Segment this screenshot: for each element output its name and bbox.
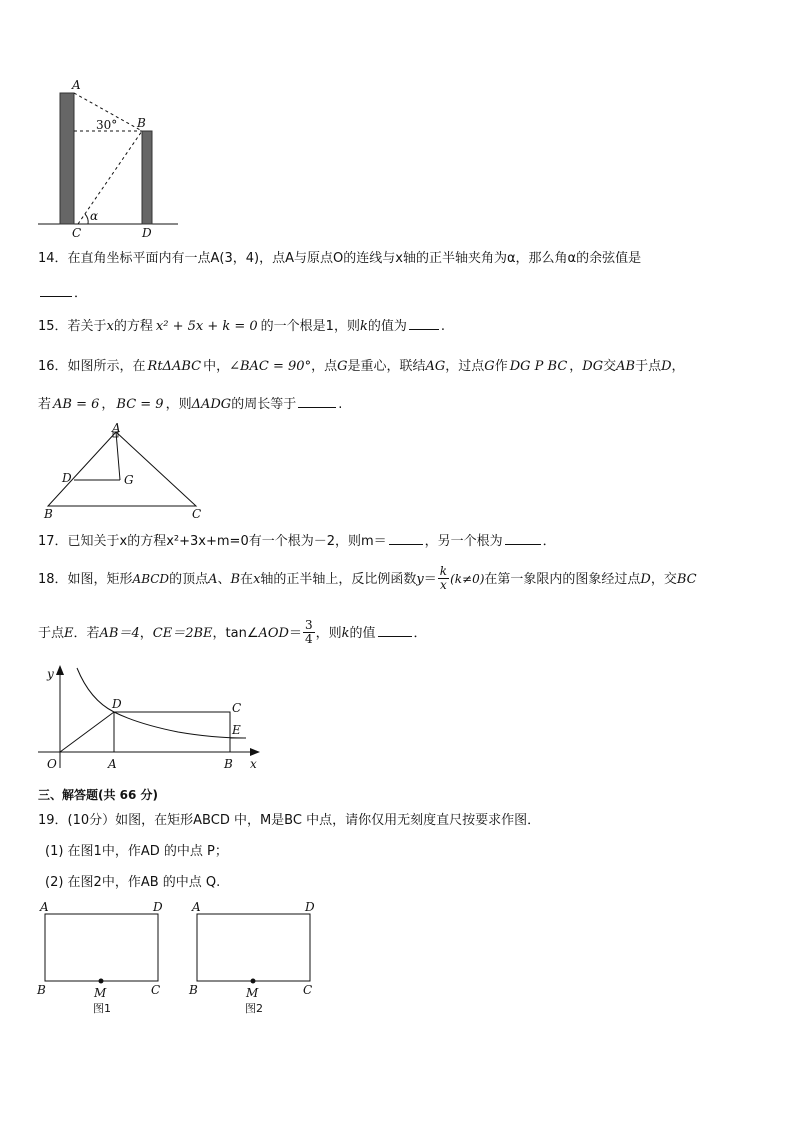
label-y: y: [47, 667, 54, 681]
answer-blank-18[interactable]: [378, 623, 412, 637]
q16-point-g: G: [337, 359, 348, 374]
q15-equation: x² + 5x + k = 0: [155, 319, 258, 334]
point-m-fig1: [99, 979, 104, 984]
q16-segment-ag: AG: [425, 359, 446, 374]
q16-text-n: 的周长等于: [231, 397, 297, 412]
figure-q18-graph: [38, 660, 268, 776]
question-18-line1: [38, 566, 697, 593]
label-e: E: [232, 723, 241, 737]
figure-q19-fig1: [34, 898, 174, 1020]
q18-text-c: 、: [217, 572, 231, 587]
figure-q16-triangle: [40, 420, 210, 520]
figure-q19-fig2: [186, 898, 326, 1020]
q15-var-k: k: [359, 319, 368, 334]
segment-ag: [116, 432, 120, 480]
q18-ab-value: AB＝4: [99, 626, 140, 641]
q18-angle-aod: AOD: [258, 626, 289, 641]
label-b: B: [44, 507, 53, 520]
label-c: C: [72, 226, 82, 238]
answer-blank-17a[interactable]: [389, 531, 423, 545]
q15-text-1: 15．若关于: [38, 319, 107, 334]
question-19-stem: 19．(10分）如图，在矩形ABCD 中，M是BC 中点，请你仅用无刻度直尺按要求作图．: [38, 813, 541, 828]
answer-blank-17b[interactable]: [505, 531, 541, 545]
building-bd: [142, 131, 152, 224]
q15-end: .: [440, 319, 445, 334]
label-b: B: [137, 116, 146, 130]
question-19-part1: (1) 在图1中，作AD 的中点 P；: [45, 844, 228, 859]
label-a: A: [72, 78, 81, 92]
q18-text-k: ，tan∠: [212, 626, 259, 641]
q18-point-a: A: [208, 572, 218, 587]
label-c: C: [232, 701, 242, 715]
label-alpha: α: [90, 209, 99, 223]
fig2-label-m: M: [246, 986, 259, 1000]
q18-var-x: x: [253, 572, 261, 587]
q18-equals: ＝: [423, 572, 437, 587]
q17-text-2: ，另一个根为: [424, 534, 503, 549]
q16-ab-value: AB = 6: [53, 397, 100, 412]
q16-text-h: 交: [603, 359, 617, 374]
q16-text-e: ，过点: [445, 359, 485, 374]
q18-point-b: B: [230, 572, 241, 587]
label-o: O: [47, 757, 57, 771]
label-a: A: [112, 421, 121, 435]
label-x: x: [250, 757, 257, 771]
label-d: D: [112, 697, 122, 711]
q16-text-m: ，则: [165, 397, 192, 412]
q16-text-k: 若: [38, 397, 52, 412]
q18-text-l: ＝: [288, 626, 302, 641]
fig2-label-b: B: [189, 983, 198, 997]
segment-od: [60, 712, 114, 752]
q18-rect-abcd: ABCD: [132, 572, 170, 586]
y-axis-arrow: [56, 665, 64, 675]
question-14-line2: [38, 283, 87, 303]
q16-text-c: ，点: [311, 359, 338, 374]
label-d: D: [62, 471, 72, 485]
answer-blank-15[interactable]: [409, 316, 439, 330]
triangle-abc: [48, 432, 196, 506]
q18-text-m: ，则: [315, 626, 342, 641]
q18-frac2-num: 3: [304, 618, 313, 632]
question-19-part2: (2) 在图2中，作AB 的中点 Q.: [45, 875, 221, 890]
q18-ce-value: CE＝2BE: [152, 626, 213, 641]
fig2-label-a: A: [192, 900, 201, 914]
q18-var-k: k: [341, 626, 350, 641]
q18-frac-num: k: [439, 564, 448, 578]
q18-frac2-den: 4: [304, 632, 313, 646]
answer-blank-16[interactable]: [298, 394, 336, 408]
q18-text-b: 的顶点: [169, 572, 209, 587]
fig1-label-d: D: [153, 900, 163, 914]
figure-buildings: [38, 78, 183, 238]
q17-text-1: 17．已知关于x的方程x²+3x+m=0有一个根为－2，则m＝: [38, 534, 387, 549]
point-m-fig2: [251, 979, 256, 984]
fig2-caption: 图2: [245, 1002, 263, 1015]
q16-end: .: [338, 397, 343, 412]
label-b: B: [224, 757, 233, 771]
q15-text-3: 的一个根是1，则: [260, 319, 360, 334]
question-14-line1: [38, 250, 641, 268]
q16-triangle-adg: ΔADG: [191, 397, 232, 412]
q16-text-l: ，: [101, 397, 115, 412]
q17-end: ．: [542, 534, 556, 549]
q18-text-e: 轴的正半轴上，反比例函数: [260, 572, 417, 587]
q18-text-i: ．若: [73, 626, 100, 641]
q18-text-d: 在: [240, 572, 254, 587]
question-14-text: 14．在直角坐标平面内有一点A(3，4)，点A与原点O的连线与x轴的正半轴夹角为α，那么角α的余弦值是: [38, 251, 642, 266]
hyperbola-curve: [77, 668, 244, 738]
q18-text-n: 的值: [349, 626, 376, 641]
building-ac: [60, 93, 74, 224]
angle-arc-alpha: [85, 214, 88, 224]
q16-segment-ab: AB: [616, 359, 636, 374]
question-16-line1: [38, 358, 685, 376]
fig1-label-c: C: [151, 983, 161, 997]
q16-parallel: DG P BC: [509, 359, 568, 374]
q18-text-a: 18．如图，矩形: [38, 572, 133, 587]
fig1-label-m: M: [94, 986, 107, 1000]
q18-end: ．: [413, 626, 427, 641]
question-16-line2: [38, 394, 342, 414]
fig1-label-a: A: [40, 900, 49, 914]
q18-text-f: 在第一象限内的图象经过点: [484, 572, 641, 587]
q16-point-g2: G: [484, 359, 495, 374]
q16-rt-triangle: RtΔABC: [147, 359, 202, 374]
fig1-label-b: B: [37, 983, 46, 997]
q18-segment-bc: BC: [676, 572, 697, 587]
q18-point-d: D: [640, 572, 651, 587]
label-angle-30: 30°: [96, 118, 118, 132]
q15-var-x: x: [106, 319, 114, 334]
q16-segment-dg: DG: [582, 359, 604, 374]
q16-text-j: ，: [671, 359, 685, 374]
q16-text-i: 于点: [635, 359, 662, 374]
q16-text-d: 是重心，联结: [347, 359, 426, 374]
answer-blank-14[interactable]: [40, 283, 72, 297]
fig1-caption: 图1: [93, 1002, 111, 1015]
q15-text-2: 的方程: [113, 319, 153, 334]
q15-text-4: 的值为: [367, 319, 407, 334]
rectangle-abcd-fig2: [197, 914, 310, 981]
q16-text-g: ，: [569, 359, 583, 374]
q18-frac-den: x: [440, 578, 447, 592]
question-17: [38, 531, 556, 551]
rectangle-abcd: [114, 712, 230, 752]
dashed-cb: [78, 131, 142, 224]
q18-text-g: ，交: [650, 572, 677, 587]
q16-text-a: 16．如图所示，在: [38, 359, 146, 374]
fig2-label-d: D: [305, 900, 315, 914]
q18-var-y: y: [416, 572, 424, 587]
q16-angle: ∠BAC = 90°: [229, 359, 312, 374]
q18-fraction-k-over-x: [438, 565, 449, 592]
rectangle-abcd-fig1: [45, 914, 158, 981]
q18-text-h: 于点: [38, 626, 65, 641]
fig2-label-c: C: [303, 983, 313, 997]
section-3-title: 三、解答题(共 66 分): [38, 788, 159, 802]
question-15: [38, 316, 445, 336]
q18-fraction-3-4: [303, 619, 315, 646]
q16-point-d: D: [661, 359, 672, 374]
q18-text-j: ，: [139, 626, 153, 641]
q16-text-b: 中，: [203, 359, 230, 374]
x-axis-arrow: [250, 748, 260, 756]
question-14-tail: ．: [74, 286, 88, 301]
question-18-line2: [38, 620, 427, 647]
q16-text-f: 作: [494, 359, 508, 374]
label-c: C: [192, 507, 202, 520]
q16-bc-value: BC = 9: [116, 397, 164, 412]
q18-condition: (k≠0): [450, 572, 485, 586]
label-a: A: [108, 757, 117, 771]
q18-point-e: E: [64, 626, 74, 641]
label-g: G: [124, 473, 134, 487]
label-d: D: [142, 226, 152, 238]
